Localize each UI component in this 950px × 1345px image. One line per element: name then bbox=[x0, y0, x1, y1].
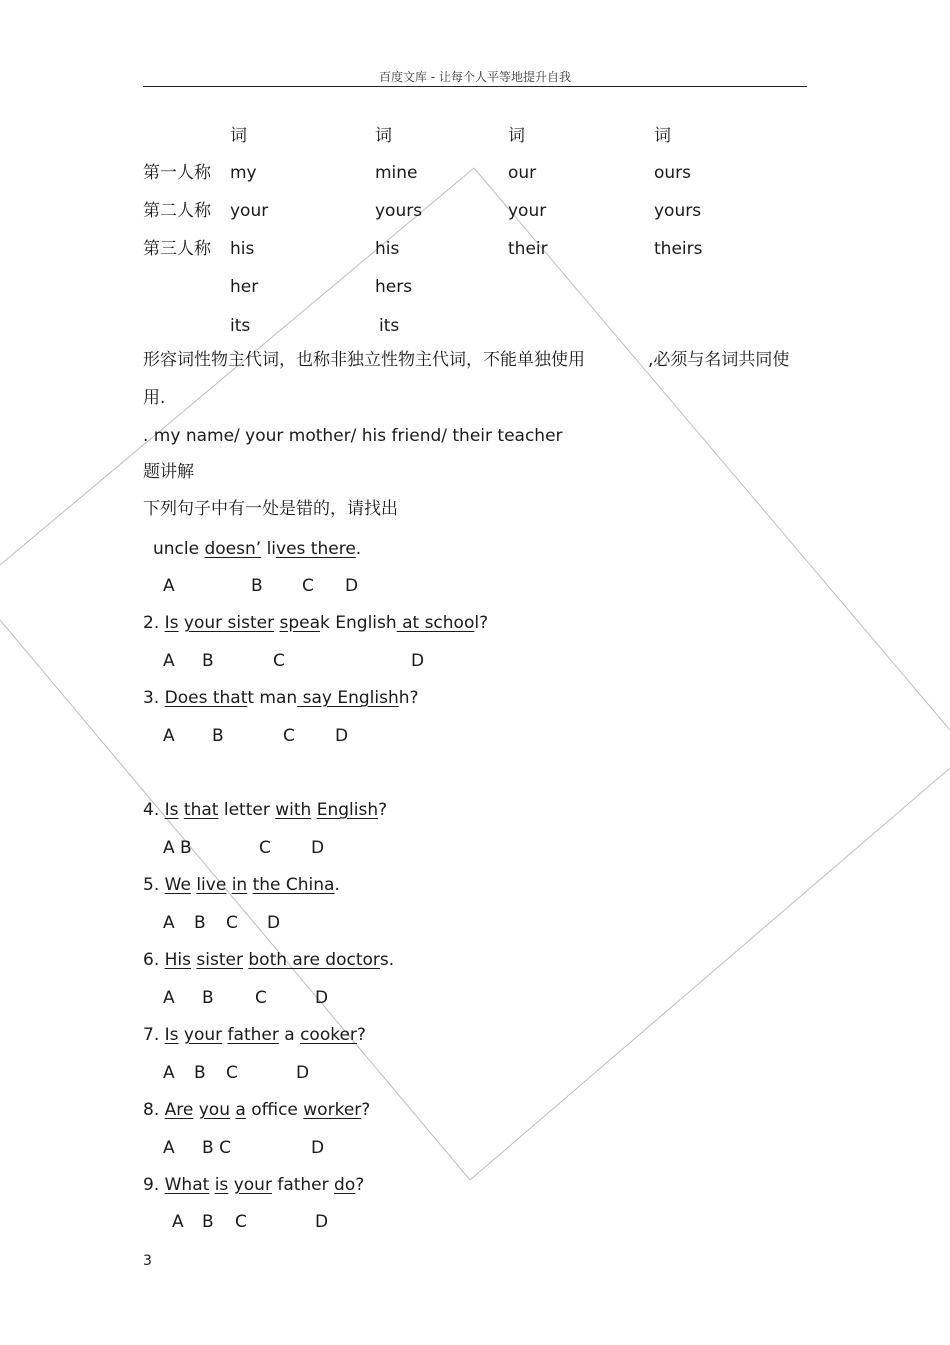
underlined-segment: father bbox=[227, 1025, 279, 1045]
underlined-segment: that bbox=[183, 800, 219, 820]
option-label: C bbox=[235, 1212, 247, 1232]
option-label: D bbox=[311, 1138, 325, 1158]
underlined-segment: the China bbox=[252, 875, 335, 895]
question-sentence bbox=[143, 800, 387, 820]
sentence-segment: l? bbox=[474, 613, 489, 633]
option-label: A bbox=[163, 988, 175, 1008]
underlined-segment: spea bbox=[279, 613, 321, 633]
sentence-segment: li bbox=[261, 539, 277, 559]
option-label: A bbox=[163, 651, 175, 671]
option-label: D bbox=[311, 838, 325, 858]
option-label: B bbox=[202, 1212, 214, 1232]
option-label: B bbox=[212, 726, 224, 746]
sentence-segment: t man bbox=[247, 688, 298, 708]
option-label: D bbox=[335, 726, 349, 746]
sentence-segment: 5. bbox=[143, 875, 165, 895]
sentence-segment: s. bbox=[379, 950, 395, 970]
table-cell: theirs bbox=[654, 239, 703, 259]
column-header: 词 bbox=[508, 126, 525, 146]
underlined-segment: His bbox=[164, 950, 191, 970]
underlined-segment: Is bbox=[164, 613, 179, 633]
question-sentence bbox=[153, 539, 361, 559]
table-cell: its bbox=[230, 316, 251, 336]
underlined-segment: ves there bbox=[276, 539, 356, 559]
table-cell: your bbox=[508, 201, 547, 221]
option-label: D bbox=[345, 576, 359, 596]
underlined-segment: cooker bbox=[300, 1025, 357, 1045]
page-number: 3 bbox=[143, 1253, 152, 1269]
option-label: B bbox=[194, 1063, 206, 1083]
sentence-segment: a bbox=[278, 1025, 301, 1045]
underlined-segment: Does that bbox=[164, 688, 248, 708]
table-cell: my bbox=[230, 163, 257, 183]
table-cell: his bbox=[375, 239, 400, 259]
option-label: C bbox=[273, 651, 285, 671]
table-cell: her bbox=[230, 277, 259, 297]
sentence-segment: ? bbox=[355, 1175, 365, 1195]
underlined-segment: sister bbox=[196, 950, 243, 970]
option-label: B bbox=[202, 988, 214, 1008]
question-sentence bbox=[143, 688, 419, 708]
underlined-segment: both are doctor bbox=[248, 950, 380, 970]
question-sentence bbox=[143, 875, 340, 895]
row-label: 第二人称 bbox=[143, 201, 211, 221]
option-label: B bbox=[251, 576, 263, 596]
underlined-segment: live bbox=[196, 875, 227, 895]
sentence-segment: office bbox=[245, 1100, 304, 1120]
underlined-segment: English bbox=[316, 800, 379, 820]
underlined-segment: say English bbox=[297, 688, 399, 708]
option-label: B C bbox=[202, 1138, 231, 1158]
sentence-segment: ? bbox=[356, 1025, 366, 1045]
underlined-segment: We bbox=[164, 875, 191, 895]
paragraph-text: 用. bbox=[143, 388, 166, 408]
column-header: 词 bbox=[375, 126, 392, 146]
sentence-segment: ? bbox=[361, 1100, 371, 1120]
table-cell: yours bbox=[375, 201, 423, 221]
option-label: A B bbox=[163, 838, 192, 858]
sentence-segment: 8. bbox=[143, 1100, 165, 1120]
underlined-segment: a bbox=[235, 1100, 246, 1120]
sentence-segment: uncle bbox=[153, 539, 205, 559]
question-sentence bbox=[143, 1100, 370, 1120]
underlined-segment: your bbox=[233, 1175, 272, 1195]
question-sentence bbox=[143, 1025, 366, 1045]
sentence-segment: . bbox=[334, 875, 340, 895]
sentence-segment: 4. bbox=[143, 800, 165, 820]
option-label: A bbox=[163, 1138, 175, 1158]
option-label: D bbox=[411, 651, 425, 671]
option-label: D bbox=[315, 1212, 329, 1232]
underlined-segment: Is bbox=[164, 800, 179, 820]
option-label: A bbox=[163, 913, 175, 933]
table-cell: ours bbox=[654, 163, 692, 183]
option-label: A bbox=[163, 726, 175, 746]
underlined-segment: do bbox=[334, 1175, 356, 1195]
sentence-segment: father bbox=[271, 1175, 335, 1195]
question-sentence bbox=[143, 613, 488, 633]
row-label: 第一人称 bbox=[143, 163, 211, 183]
sentence-segment: k English bbox=[320, 613, 397, 633]
example-text: . my name/ your mother/ his friend/ their teacher bbox=[143, 426, 563, 446]
row-label: 第三人称 bbox=[143, 239, 211, 259]
option-label: C bbox=[302, 576, 314, 596]
underlined-segment: at schoo bbox=[396, 613, 475, 633]
option-label: C bbox=[226, 913, 238, 933]
option-label: C bbox=[283, 726, 295, 746]
underlined-segment: your sister bbox=[183, 613, 275, 633]
column-header: 词 bbox=[654, 126, 671, 146]
sentence-segment: h? bbox=[398, 688, 419, 708]
underlined-segment: with bbox=[275, 800, 312, 820]
option-label: C bbox=[255, 988, 267, 1008]
option-label: D bbox=[296, 1063, 310, 1083]
sentence-segment: ? bbox=[378, 800, 388, 820]
option-label: D bbox=[315, 988, 329, 1008]
paragraph-text: 形容词性物主代词，也称非独立性物主代词，不能单独使用 bbox=[143, 350, 585, 370]
option-label: B bbox=[194, 913, 206, 933]
section-heading: 题讲解 bbox=[143, 462, 194, 482]
question-sentence bbox=[143, 950, 394, 970]
table-cell: their bbox=[508, 239, 548, 259]
option-label: A bbox=[163, 576, 175, 596]
header-divider bbox=[143, 86, 807, 87]
underlined-segment: you bbox=[198, 1100, 230, 1120]
option-label: A bbox=[163, 1063, 175, 1083]
table-cell: yours bbox=[654, 201, 702, 221]
table-cell: our bbox=[508, 163, 537, 183]
underlined-segment: Are bbox=[164, 1100, 194, 1120]
table-cell: hers bbox=[375, 277, 413, 297]
instruction-text: 下列句子中有一处是错的，请找出 bbox=[143, 499, 398, 519]
sentence-segment: 9. bbox=[143, 1175, 165, 1195]
sentence-segment: letter bbox=[218, 800, 276, 820]
underlined-segment: worker bbox=[303, 1100, 362, 1120]
option-label: A bbox=[172, 1212, 184, 1232]
underlined-segment: Is bbox=[164, 1025, 179, 1045]
option-label: D bbox=[267, 913, 281, 933]
underlined-segment: What bbox=[164, 1175, 210, 1195]
sentence-segment: 6. bbox=[143, 950, 165, 970]
underlined-segment: is bbox=[214, 1175, 229, 1195]
table-cell: mine bbox=[375, 163, 418, 183]
table-cell: its bbox=[379, 316, 400, 336]
question-sentence bbox=[143, 1175, 364, 1195]
sentence-segment: . bbox=[355, 539, 362, 559]
sentence-segment: 7. bbox=[143, 1025, 165, 1045]
table-cell: his bbox=[230, 239, 255, 259]
page-header: 百度文库 - 让每个人平等地提升自我 bbox=[379, 70, 571, 84]
underlined-segment: in bbox=[231, 875, 248, 895]
option-label: B bbox=[202, 651, 214, 671]
sentence-segment: 2. bbox=[143, 613, 165, 633]
underlined-segment: doesn’ bbox=[204, 539, 262, 559]
underlined-segment: your bbox=[183, 1025, 223, 1045]
sentence-segment: 3. bbox=[143, 688, 165, 708]
option-label: C bbox=[226, 1063, 238, 1083]
column-header: 词 bbox=[230, 126, 247, 146]
option-label: C bbox=[259, 838, 271, 858]
paragraph-text: ,必须与名词共同使 bbox=[648, 350, 790, 370]
table-cell: your bbox=[230, 201, 269, 221]
